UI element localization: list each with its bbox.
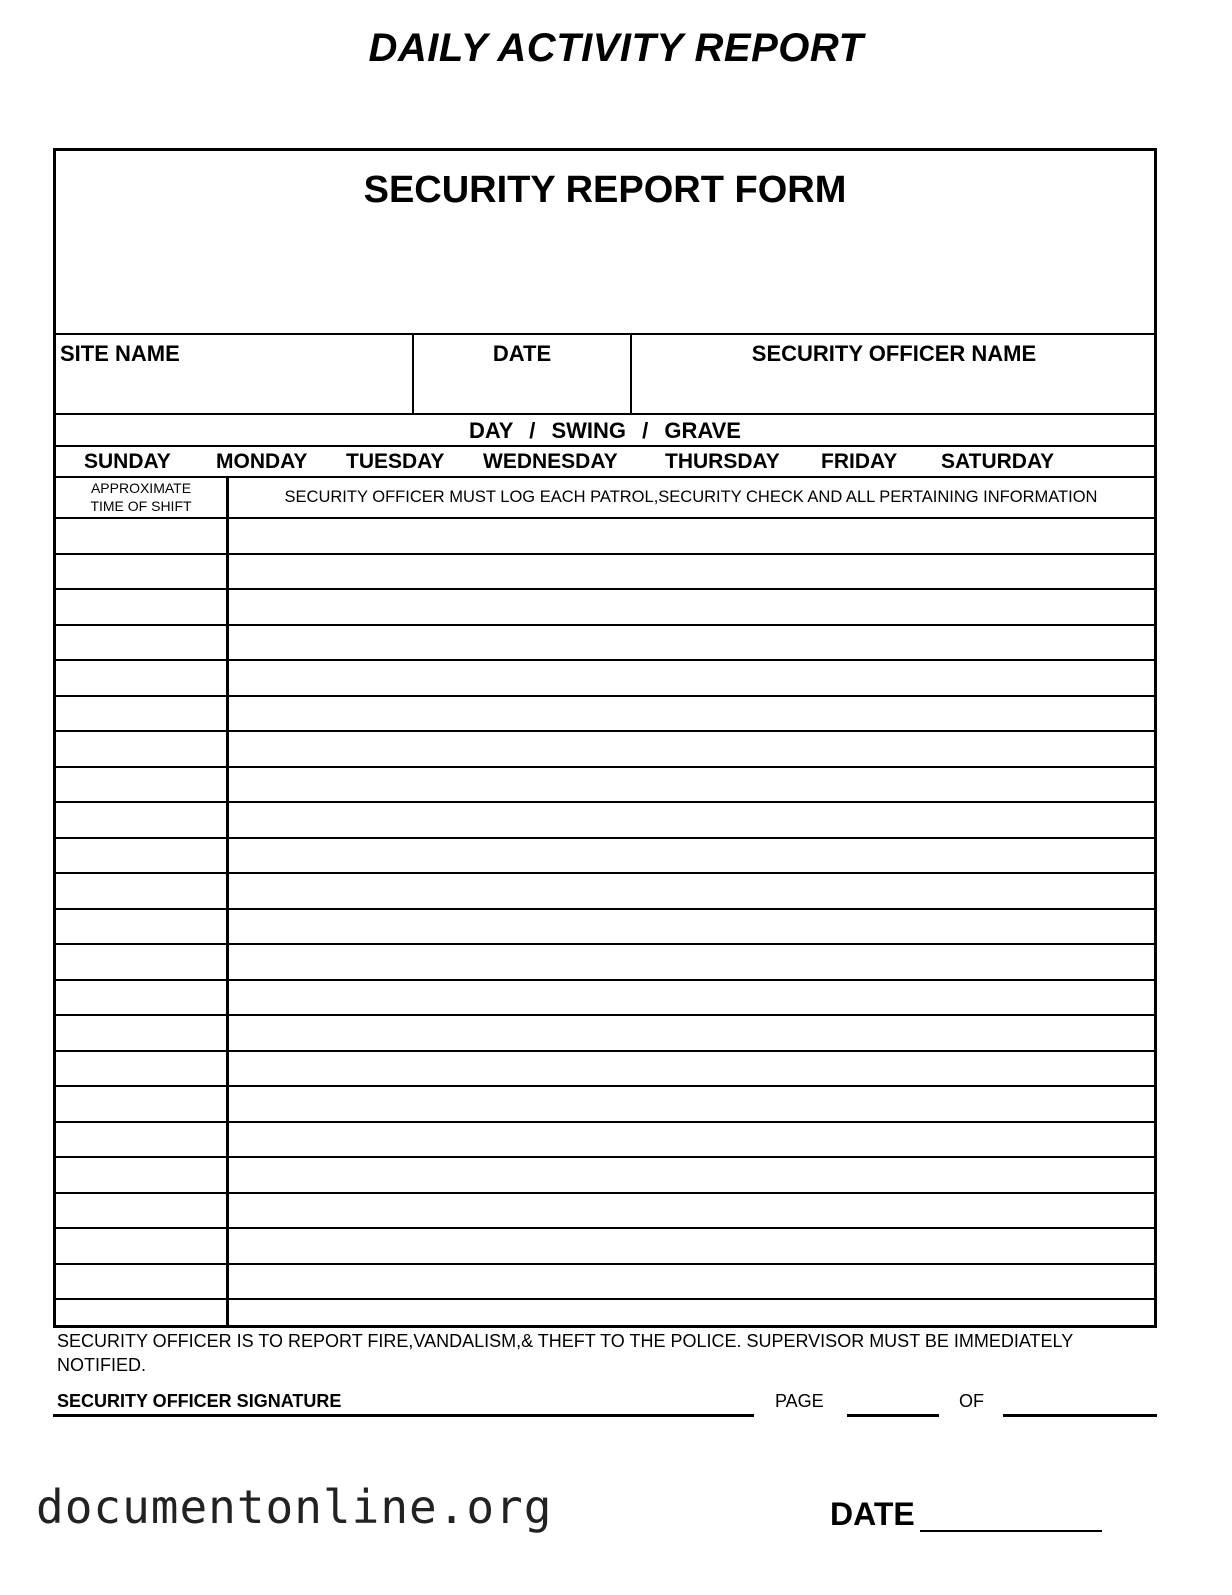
time-header-line2: TIME OF SHIFT — [90, 498, 192, 514]
log-cell[interactable] — [228, 697, 1154, 731]
signature-label: SECURITY OFFICER SIGNATURE — [57, 1391, 342, 1411]
officer-name-field[interactable]: SECURITY OFFICER NAME — [751, 341, 1037, 366]
day-saturday[interactable]: SATURDAY — [941, 450, 1055, 473]
table-row — [56, 1085, 1154, 1121]
log-cell[interactable] — [228, 1265, 1154, 1299]
log-cell[interactable] — [228, 519, 1154, 553]
table-row — [56, 872, 1154, 908]
table-row — [56, 1156, 1154, 1192]
time-cell[interactable] — [56, 1194, 226, 1228]
police-notice: SECURITY OFFICER IS TO REPORT FIRE,VANDALISM,& THEFT TO THE POLICE. SUPERVISOR MUST BE IMMEDIATELY NOTIFIED. — [57, 1331, 1073, 1375]
time-cell[interactable] — [56, 1229, 226, 1263]
date-field[interactable]: DATE — [492, 341, 552, 366]
log-cell[interactable] — [228, 768, 1154, 802]
time-cell[interactable] — [56, 981, 226, 1015]
log-cell[interactable] — [228, 1158, 1154, 1192]
log-column-header: SECURITY OFFICER MUST LOG EACH PATROL,SECURITY CHECK AND ALL PERTAINING INFORMATION — [284, 488, 1098, 506]
security-report-form — [53, 148, 1157, 1328]
log-cell[interactable] — [228, 874, 1154, 908]
site-name-field[interactable]: SITE NAME — [60, 341, 180, 366]
day-wednesday[interactable]: WEDNESDAY — [483, 450, 618, 473]
time-cell[interactable] — [56, 945, 226, 979]
shift-day[interactable]: DAY — [469, 418, 514, 443]
time-cell[interactable] — [56, 1016, 226, 1050]
time-cell[interactable] — [56, 519, 226, 553]
log-cell[interactable] — [228, 732, 1154, 766]
of-label: OF — [959, 1391, 984, 1411]
time-cell[interactable] — [56, 697, 226, 731]
shift-separator: / — [529, 418, 536, 443]
table-row — [56, 1121, 1154, 1157]
time-cell[interactable] — [56, 732, 226, 766]
table-row — [56, 837, 1154, 873]
time-cell[interactable] — [56, 590, 226, 624]
table-row — [56, 1014, 1154, 1050]
log-cell[interactable] — [228, 661, 1154, 695]
log-cell[interactable] — [228, 945, 1154, 979]
page-number-field[interactable] — [847, 1414, 939, 1417]
time-cell[interactable] — [56, 661, 226, 695]
time-cell[interactable] — [56, 626, 226, 660]
days-divider — [56, 476, 1154, 478]
table-row — [56, 1227, 1154, 1263]
log-cell[interactable] — [228, 1052, 1154, 1086]
table-row — [56, 801, 1154, 837]
table-row — [56, 695, 1154, 731]
page-label: PAGE — [775, 1391, 824, 1411]
time-cell[interactable] — [56, 555, 226, 589]
shift-separator: / — [642, 418, 649, 443]
day-tuesday[interactable]: TUESDAY — [346, 450, 445, 473]
time-cell[interactable] — [56, 1265, 226, 1299]
signature-line[interactable] — [53, 1414, 754, 1417]
day-sunday[interactable]: SUNDAY — [84, 450, 171, 473]
day-monday[interactable]: MONDAY — [216, 450, 308, 473]
log-cell[interactable] — [228, 1087, 1154, 1121]
header-divider — [56, 333, 1154, 335]
log-cell[interactable] — [228, 803, 1154, 837]
time-cell[interactable] — [56, 1052, 226, 1086]
table-row — [56, 659, 1154, 695]
time-cell[interactable] — [56, 1087, 226, 1121]
shift-selector[interactable] — [56, 415, 1154, 446]
log-cell[interactable] — [228, 981, 1154, 1015]
log-cell[interactable] — [228, 839, 1154, 873]
table-row — [56, 979, 1154, 1015]
table-row — [56, 517, 1154, 553]
table-row — [56, 1192, 1154, 1228]
time-cell[interactable] — [56, 910, 226, 944]
document-title: DAILY ACTIVITY REPORT — [368, 26, 864, 70]
table-row — [56, 624, 1154, 660]
log-cell[interactable] — [228, 626, 1154, 660]
bottom-date-field[interactable] — [920, 1530, 1102, 1532]
time-cell[interactable] — [56, 1123, 226, 1157]
time-cell[interactable] — [56, 874, 226, 908]
log-table — [56, 517, 1154, 1325]
time-cell[interactable] — [56, 768, 226, 802]
table-row — [56, 908, 1154, 944]
shift-swing[interactable]: SWING — [551, 418, 626, 443]
table-row — [56, 730, 1154, 766]
time-cell[interactable] — [56, 1158, 226, 1192]
day-selector — [56, 447, 1154, 477]
log-cell[interactable] — [228, 1194, 1154, 1228]
watermark: documentonline.org — [36, 1480, 553, 1534]
time-column-header — [56, 479, 226, 517]
log-cell[interactable] — [228, 590, 1154, 624]
table-row — [56, 588, 1154, 624]
table-row — [56, 1263, 1154, 1299]
log-cell[interactable] — [228, 910, 1154, 944]
form-title: SECURITY REPORT FORM — [363, 169, 847, 211]
page-total-field[interactable] — [1003, 1414, 1157, 1417]
log-cell[interactable] — [228, 1016, 1154, 1050]
table-row — [56, 1050, 1154, 1086]
table-row — [56, 553, 1154, 589]
table-row — [56, 766, 1154, 802]
bottom-date-label: DATE — [830, 1496, 915, 1532]
log-cell[interactable] — [228, 1123, 1154, 1157]
day-friday[interactable]: FRIDAY — [821, 450, 898, 473]
day-thursday[interactable]: THURSDAY — [665, 450, 780, 473]
table-row — [56, 943, 1154, 979]
log-cell[interactable] — [228, 1229, 1154, 1263]
time-cell[interactable] — [56, 803, 226, 837]
shift-grave[interactable]: GRAVE — [664, 418, 741, 443]
time-cell[interactable] — [56, 839, 226, 873]
log-cell[interactable] — [228, 555, 1154, 589]
time-header-line1: APPROXIMATE — [90, 480, 192, 496]
